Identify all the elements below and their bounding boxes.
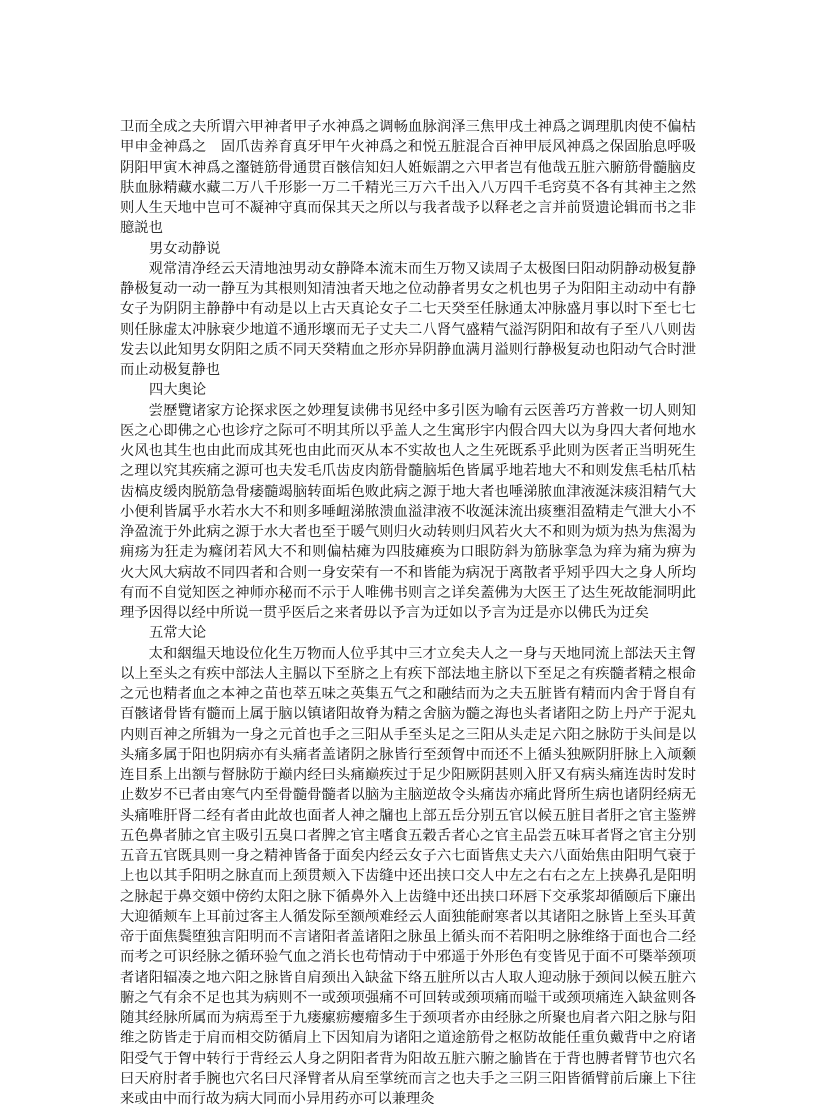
section-body-wuchang: 太和絪缊天地设位化生万物而人位乎其中三才立矣夫人之一身与天地同流上部法天主胷以上至头之有疾中部法人主膈以下至脐之上有疾下部法地主脐以下至足之有疾髓者精之根命之元也精者血之本神之苗也萃五味之英集五气之和融结而为之夫五脏皆有精而内舍于肾自有百骸诸骨皆有髓而上属于脑以镇诸阳故脊为精之舍脑为髓之海也头者诸阳之防上丹产于泥丸内则百神之所辑为一身之元首也手之三阳从手至头足之三阳从头走足六阳之脉防于头间是以头痛多属于阳也阴病亦有头痛者盖诸阴之脉皆行至颈胷中而还不上循头独厥阴肝脉上入颃颡连目系上出额与督脉防于巅内经曰头痛巅疾过于足少阳厥阴甚则入肝又有病头痛连齿时发时止数岁不已者由寒气内至骨髓骨髓者以脑为主脑逆故令头痛齿亦痛此肾所生病也诸阴经病无头痛唯肝肾二经有者由此故也面者人神之牖也上部五岳分别五官以候五脏目者肝之官主鉴辨五色鼻者肺之官主吸引五臭口者脾之官主嗜食五穀舌者心之官主品尝五味耳者肾之官主分别五音五官既具则一身之精神皆备于面矣内经云女子六七面皆焦丈夫六八面始焦由阳明气衰于上也以其手阳明之脉直而上颈贯颊入下齿缝中还出挟口交人中左之右右之左上挟鼻孔是阳明之脉起于鼻交頞中傍约太阳之脉下循鼻外入上齿缝中还出挟口环唇下交承浆却循颐后下廉出大迎循颊车上耳前过客主人循发际至额颅难经云人面独能耐寒者以其诸阳之脉皆上至头耳黄帝于面焦鬓堕独言阳明而不言诸阳者盖诸阳之脉虽上循头而不若阳明之脉维络于面也合二经而考之可识经脉之循环验气血之消长也苟情动于中邪遥于外形色有变皆见于面不可槩举颈项者诸阳辐凑之地六阳之脉皆自肩颈出入缺盆下络五脏所以古人取人迎动脉于颈间以候五脏六腑之气有余不足也其为病则不一或颈项强痛不可回转或颈项痛而嗌干或颈项痛连入缺盆则各随其经脉所属而为病焉至于九瘘瘰疬瘿瘤多生于颈项者亦由经脉之所聚也肩者六阳之脉与阳维之防皆走于肩而相交防循肩上下因知肩为诸阳之道途筋骨之枢防故能任重负戴背中之府诸阳受气于胷中转行于背经云人身之阴阳者背为阳故五脏六腑之腧皆在于背也膊者臂节也穴名曰天府肘者手腕也穴名曰尺泽臂者从肩至掌统而言之也夫手之三阴三阳皆循臂前后廉上下往来或由中而行故为病大同而小异用药亦可以兼理灸 [120,644,696,1109]
section-body-sida: 尝歷覽诸家方论探求医之妙理复读佛书见经中多引医为喻有云医善巧方普救一切人则知医之心即佛之心也诊疗之际可不明其所以乎盖人之生寓形宇内假合四大以为身四大者何地水火风也其生也由此而成其死也由此而灭从本不实故也人之生死既系乎此则为医者正当明死生之理以究其疾痛之源可也夫发毛爪齿皮肉筋骨髓脑垢色皆属乎地若地大不和则发焦毛枯爪枯齿槁皮缓肉脱筋急骨痿髓竭脑转面垢色败此病之源于地大者也唾涕脓血津液涎沫痰泪精气大小便利皆属乎水若水大不和则多唾衄涕脓溃血溢津液不收涎沫流出痰壅泪盈精走气泄大小不浄盈流于外此病之源于水大者也至于暖气则归火动转则归风若火大不和则为烦为热为焦渴为痈疡为狂走为癃闭若风大不和则偏枯瘫为四肢瘫痪为口眼防斜为筋脉挛急为痒为痛为痹为 火大风大病故不同四者和合则一身安荣有一不和皆能为病况于离散者乎矧乎四大之身人所均有而不自觉知医之神师亦秘而不示于人唯佛书则言之详矣蓋佛为大医王了达生死故能洞明此理予因得以经中所说一贯乎医后之来者毋以予言为迂如以予言为迂是亦以佛氏为迂矣 [120,401,696,624]
intro-paragraph: 卫而全成之夫所谓六甲神者甲子水神爲之调畅血脉润泽三焦甲戌土神爲之调理肌肉使不偏枯甲申金神爲之 固爪齿养育真牙甲午火神爲之和悦五脏混合百神甲辰风神爲之保固胎息呼吸阴阳甲寅木神爲之瀣链筋骨通贯百骸信知妇人姙娠謂之六甲者岂有他哉五脏六腑筋骨髓脑皮肤血脉精藏水藏二万八千形影一万二千精光三万六千出入八万四千毛窍莫不各有其神主之然则人生天地中岂可不凝神守真而保其天之所以与我者哉予以释老之言并前贤遗论辑而书之非臆説也 [120,117,696,239]
section-title-wuchang: 五常大论 [120,623,696,643]
document-page [120,117,696,1109]
section-body-nannv: 观常清净经云天清地浊男动女静降本流末而生万物又读周子太极图曰阳动阴静动极复静静极复动一动一静互为其根则知清浊者天地之位动静者男女之机也男子为阳阳主动动中有静女子为阴阴主静静中有动是以上古天真论女子二七天癸至任脉通太冲脉盛月事以时下至七七则任脉虚太冲脉衰少地道不通形壞而无子丈夫二八肾气盛精气溢泻阴阳和故有子至八八则齿发去以此知男女阴阳之质不同天癸精血之形亦异阴静血满月溢则行静极复动也阳动气合时泄而止动极复静也 [120,259,696,381]
section-title-nannv: 男女动静说 [120,239,696,259]
section-title-sida: 四大奥论 [120,380,696,400]
